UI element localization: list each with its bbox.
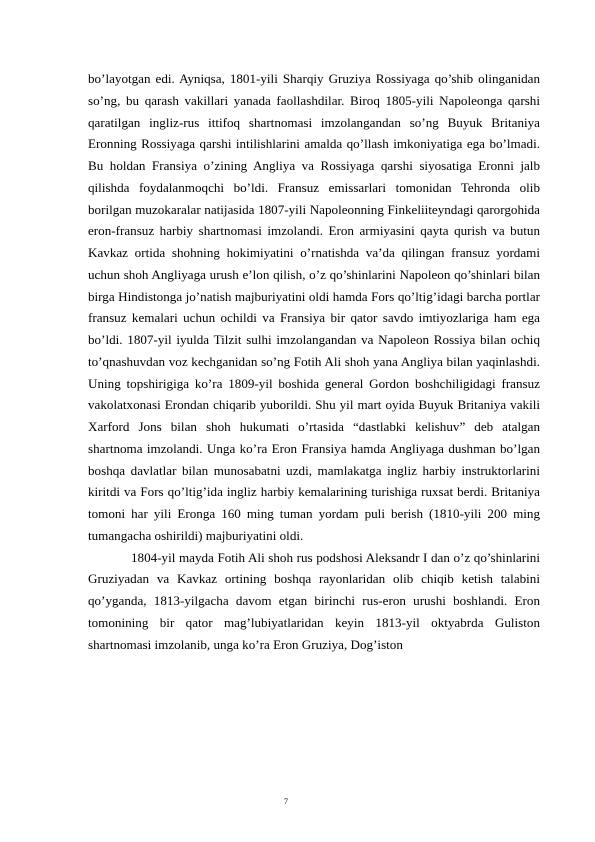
page-number: 7: [284, 797, 288, 806]
body-text: [88, 68, 540, 655]
paragraph-2: 1804-yil mayda Fotih Ali shoh rus podshosi Aleksandr I dan o’z qo’shinlarini Gruziyadan va Kavkaz ortining boshqa rayonlaridan olib chiqib ketish talabini qo’yganda, 1813-yilgacha davom etgan birinchi rus-eron urushi boshlandi. Eron tomonining bir qator mag’lubiyatlaridan keyin 1813-yil oktyabrda Guliston shartnomasi imzolanib, unga ko’ra Eron Gruziya, Dog’iston: [88, 549, 540, 652]
paragraph-1: bo’layotgan edi. Ayniqsa, 1801-yili Sharqiy Gruziya Rossiyaga qo’shib olinganidan so’ng, bu qarash vakillari yanada faollashdilar. Biroq 1805-yili Napoleonga qarshi qaratilgan ingliz-rus ittifoq shartnomasi imzolangandan so’ng Buyuk Britaniya Eronning Rossiyaga qarshi intilishlarini amalda qo’llash imkoniyatiga ega bo’lmadi. Bu holdan Fransiya o’zining Angliya va Rossiyaga qarshi siyosatiga Eronni jalb qilishda foydalanmoqchi bo’ldi. Fransuz emissarlari tomonidan Tehronda olib borilgan muzokaralar natijasida 1807-yili Napoleonning Finkeliiteyndagi qarorgohida eron-fransuz harbiy shartnomasi imzolandi. Eron armiyasini qayta qurish va butun Kavkaz ortida shohning hokimiyatini o’rnatishda va’da qilingan fransuz yordami uchun shoh Angliyaga urush e’lon qilish, o’z qo’shinlarini Napoleon qo’shinlari bilan birga Hindistonga jo’natish majburiyatini oldi hamda Fors qo’ltig’idagi barcha portlar fransuz kemalari uchun ochildi va Fransiya bir qator savdo imtiyozlariga ham ega bo’ldi. 1807-yil iyulda Tilzit sulhi imzolangandan va Napoleon Rossiya bilan ochiq to’qnashuvdan voz kechganidan so’ng Fotih Ali shoh yana Angliya bilan yaqinlashdi. Uning topshirigiga ko’ra 1809-yil boshida general Gordon boshchiligidagi fransuz vakolatxonasi Erondan chiqarib yuborildi. Shu yil mart oyida Buyuk Britaniya vakili Xarford Jons bilan shoh hukumati o’rtasida “dastlabki kelishuv” deb atalgan shartnoma imzolandi. Unga ko’ra Eron Fransiya hamda Angliyaga dushman bo’lgan boshqa davlatlar bilan munosabatni uzdi, mamlakatga ingliz harbiy instruktorlarini kiritdi va Fors qo’ltig’ida ingliz harbiy kemalarining turishiga ruxsat berdi. Britaniya tomoni har yili Eronga 160 ming tuman yordam puli berish (1810-yili 200 ming tumangacha oshirildi) majburiyatini oldi.: [88, 71, 540, 543]
